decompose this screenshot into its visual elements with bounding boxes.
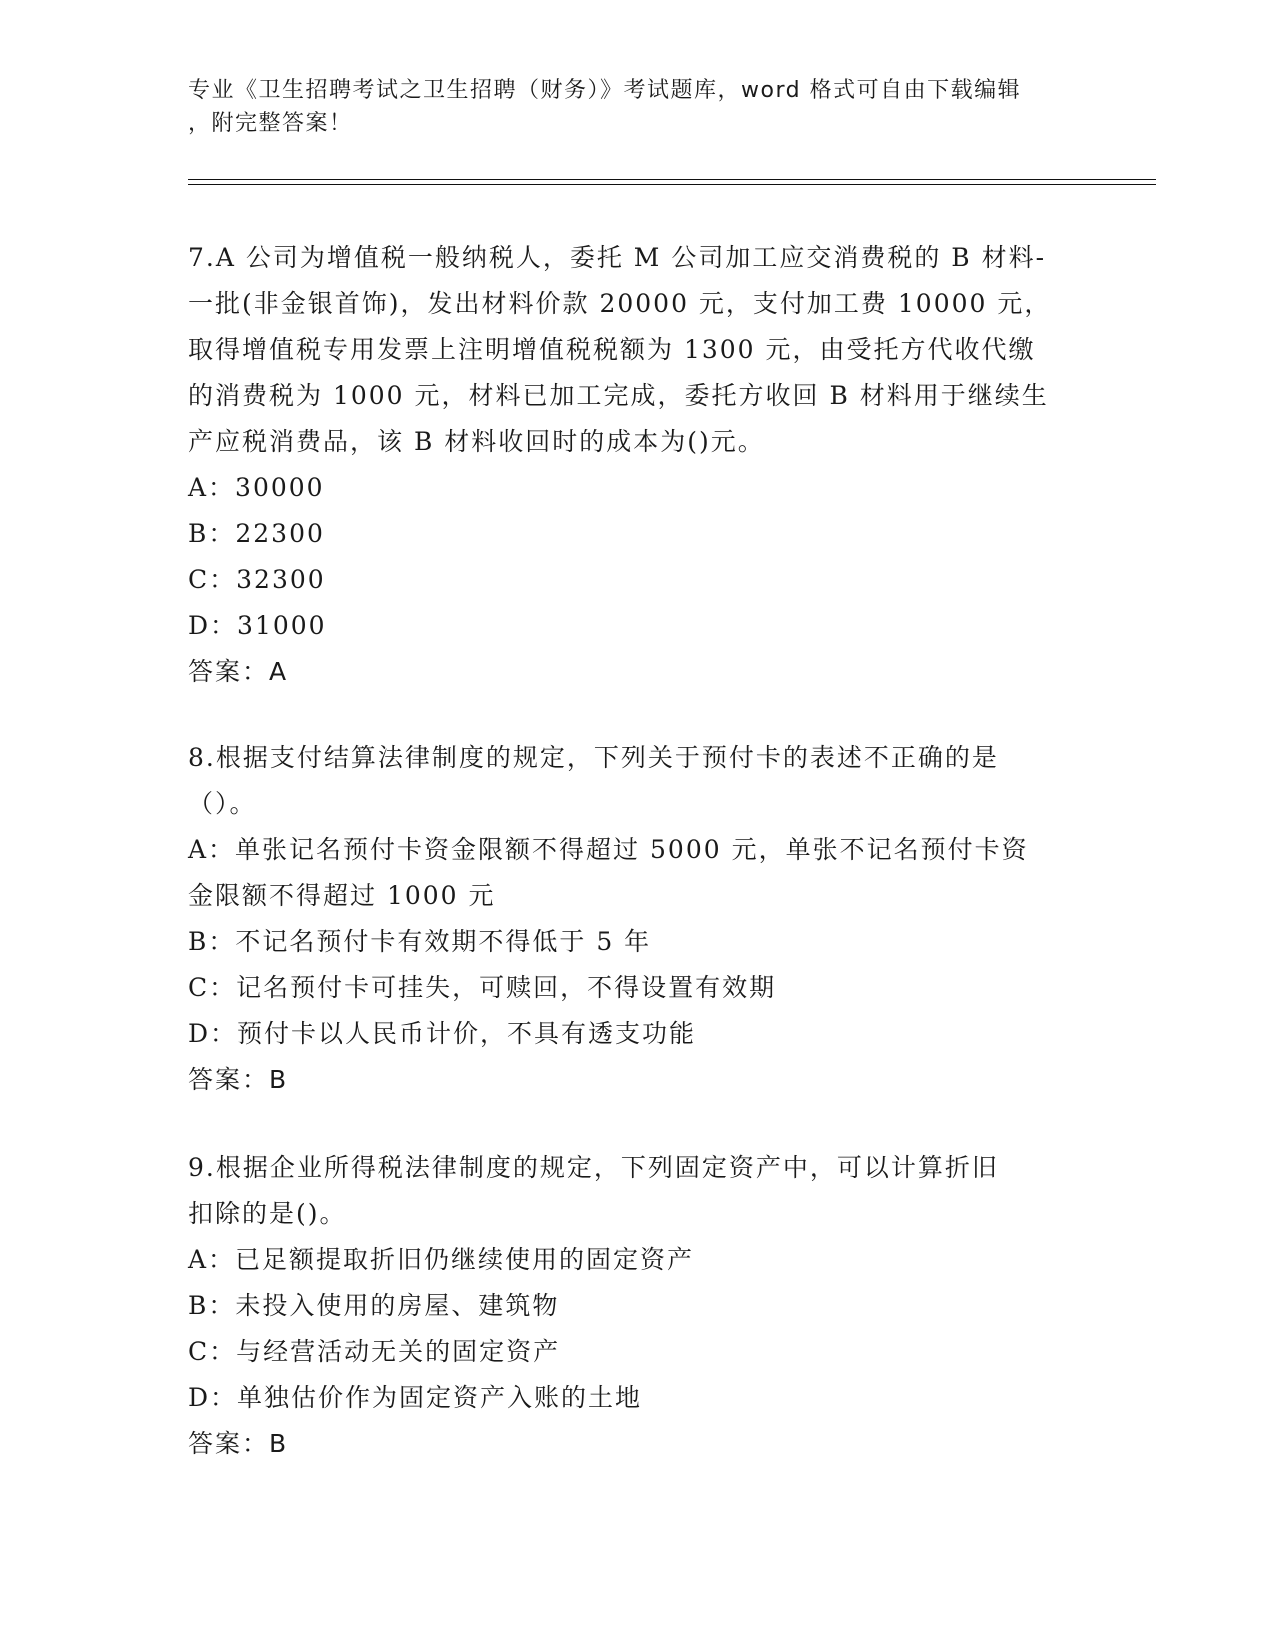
stem-line: 产应税消费品，该 B 材料收回时的成本为()元。 (188, 427, 765, 456)
option-b: B：不记名预付卡有效期不得低于 5 年 (188, 927, 652, 956)
option-d: D：预付卡以人民币计价，不具有透支功能 (188, 1019, 697, 1048)
stem-line: 一批(非金银首饰)，发出材料价款 20000 元，支付加工费 10000 元， (188, 289, 1052, 318)
option-d: D：单独估价作为固定资产入账的土地 (188, 1383, 643, 1412)
option-b: B：未投入使用的房屋、建筑物 (188, 1291, 560, 1320)
option-b: B：22300 (188, 519, 325, 548)
option-a: A：已足额提取折旧仍继续使用的固定资产 (188, 1245, 695, 1274)
header-line: ，附完整答案！ (188, 111, 353, 136)
answer-line: 答案：B (188, 1429, 289, 1458)
option-a: A：30000 (188, 473, 325, 502)
stem-line: （）。 (188, 789, 257, 818)
question-stem (188, 735, 1088, 827)
stem-line: 8.根据支付结算法律制度的规定，下列关于预付卡的表述不正确的是 (188, 743, 999, 772)
option-d: D：31000 (188, 611, 327, 640)
header-line: 专业《卫生招聘考试之卫生招聘（财务）》考试题库，word 格式可自由下载编辑 (188, 78, 1022, 103)
question-options (188, 827, 1088, 1057)
option-a-continued: 金限额不得超过 1000 元 (188, 881, 496, 910)
question-options (188, 1237, 1088, 1421)
option-c: C：与经营活动无关的固定资产 (188, 1337, 561, 1366)
question-stem (188, 235, 1088, 465)
header-divider-top (188, 179, 1156, 180)
question-9 (188, 1145, 1088, 1467)
stem-line: 7.A 公司为增值税一般纳税人，委托 M 公司加工应交消费税的 B 材料- (188, 243, 1047, 272)
document-header (188, 74, 1078, 140)
option-a: A：单张记名预付卡资金限额不得超过 5000 元，单张不记名预付卡资 (188, 835, 1029, 864)
answer-line: 答案：A (188, 657, 289, 686)
question-7 (188, 235, 1088, 695)
answer-line: 答案：B (188, 1065, 289, 1094)
stem-line: 的消费税为 1000 元，材料已加工完成，委托方收回 B 材料用于继续生 (188, 381, 1049, 410)
stem-line: 扣除的是()。 (188, 1199, 347, 1228)
stem-line: 9.根据企业所得税法律制度的规定，下列固定资产中，可以计算折旧 (188, 1153, 999, 1182)
question-8 (188, 735, 1088, 1103)
header-divider-bottom (188, 184, 1156, 185)
option-c: C：记名预付卡可挂失，可赎回，不得设置有效期 (188, 973, 777, 1002)
stem-line: 取得增值税专用发票上注明增值税税额为 1300 元，由受托方代收代缴 (188, 335, 1036, 364)
option-c: C：32300 (188, 565, 326, 594)
question-options (188, 465, 1088, 649)
question-stem (188, 1145, 1088, 1237)
